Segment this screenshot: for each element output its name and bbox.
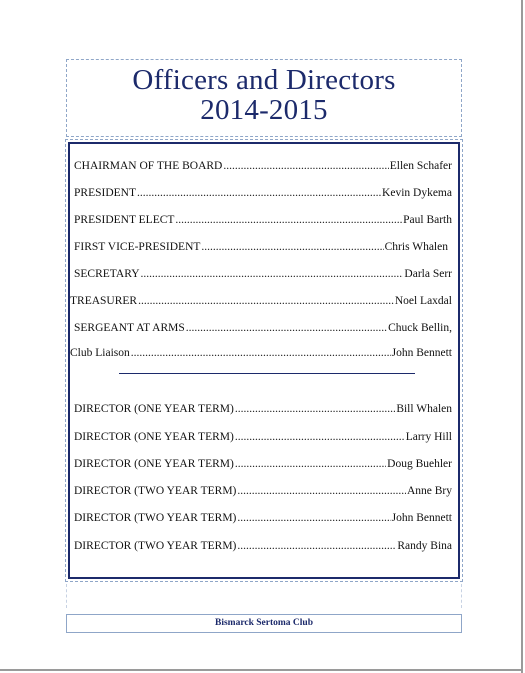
officer-name: Chris Whalen [384,241,448,253]
officer-row-president-elect [74,214,452,230]
director-title: DIRECTOR (ONE YEAR TERM) [74,403,234,415]
page-title: Officers and Directors [132,64,396,96]
dot-leader [235,431,405,443]
officer-row-first-vice-president [74,241,448,257]
title-textbox[interactable] [66,59,462,137]
officer-title: PRESIDENT [74,187,136,199]
director-row [74,431,452,447]
officer-row-president [74,187,452,203]
director-name: Bill Whalen [396,403,452,415]
officer-row-secretary [74,268,452,284]
officer-title: FIRST VICE-PRESIDENT [74,241,201,253]
officer-title: SERGEANT AT ARMS [74,322,185,334]
officer-row-treasurer [70,295,452,311]
director-name: John Bennett [391,512,452,524]
officer-name: John Bennett [391,347,452,359]
director-row [74,403,452,419]
dot-leader [237,512,390,524]
officer-row-club-liaison [70,347,452,363]
footer-club-name: Bismarck Sertoma Club [215,618,313,628]
dot-leader [237,485,406,497]
officer-title: CHAIRMAN OF THE BOARD [74,160,223,172]
director-row [74,485,452,501]
director-row [74,458,452,474]
director-name: Larry Hill [405,431,452,443]
dot-leader [223,160,388,172]
page-subtitle-years: 2014-2015 [200,94,328,126]
director-name: Anne Bry [406,485,452,497]
director-row [74,512,452,528]
officer-name: Kevin Dykema [382,187,452,199]
dot-leader [138,295,394,307]
officer-title: SECRETARY [74,268,140,280]
dot-leader [175,214,402,226]
officer-name: Darla Serr [404,268,452,280]
director-title: DIRECTOR (TWO YEAR TERM) [74,485,237,497]
dot-leader [235,458,386,470]
officer-title: Club Liaison [70,347,130,359]
roster-textbox[interactable] [65,139,463,582]
officer-title: TREASURER [70,295,138,307]
footer-textbox[interactable] [66,614,462,633]
textbox-guide [66,584,462,608]
director-title: DIRECTOR (TWO YEAR TERM) [74,512,237,524]
officer-name: Chuck Bellin, [388,322,452,334]
director-title: DIRECTOR (TWO YEAR TERM) [74,540,237,552]
officer-name: Noel Laxdal [394,295,452,307]
director-row [74,540,452,556]
officer-row-chairman [74,160,452,176]
dot-leader [137,187,381,199]
page-shadow-right [521,0,523,673]
director-title: DIRECTOR (ONE YEAR TERM) [74,431,234,443]
director-name: Doug Buehler [387,458,452,470]
page-shadow-bottom [0,669,523,671]
director-title: DIRECTOR (ONE YEAR TERM) [74,458,234,470]
dot-leader [141,268,404,280]
dot-leader [237,540,396,552]
officer-name: Ellen Schafer [389,160,452,172]
officer-title: PRESIDENT ELECT [74,214,175,226]
officer-name: Paul Barth [403,214,452,226]
dot-leader [235,403,395,415]
dot-leader [186,322,387,334]
officer-row-sergeant-at-arms [74,322,452,338]
dot-leader [131,347,391,359]
director-name: Randy Bina [397,540,452,552]
dot-leader [201,241,383,253]
section-divider [119,373,415,374]
